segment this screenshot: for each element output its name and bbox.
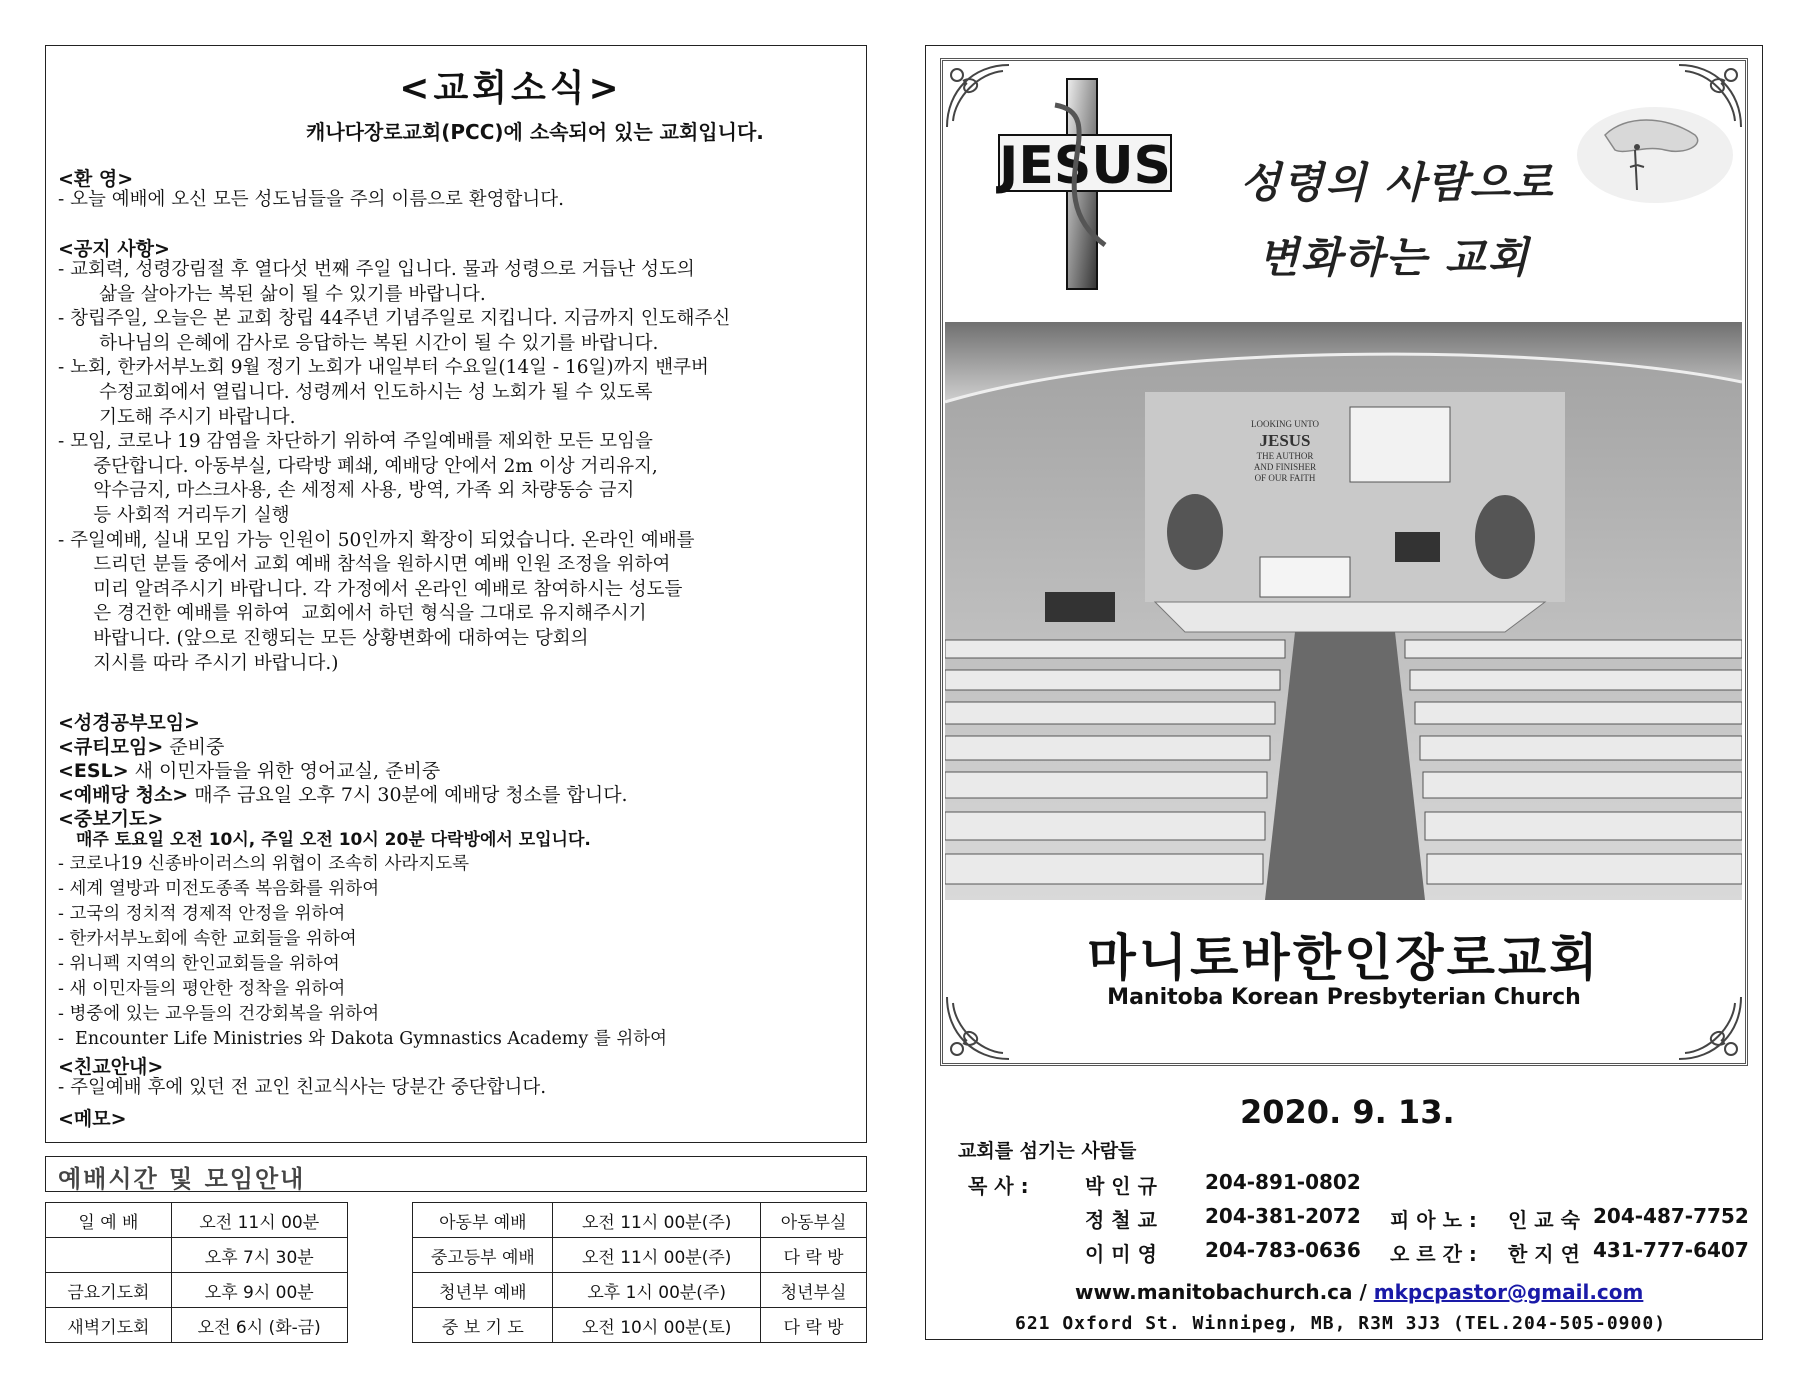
- church-news-panel: [45, 45, 867, 1143]
- schedule-cell: 다 락 방: [761, 1238, 867, 1273]
- esl-heading-label: <ESL>: [58, 760, 129, 782]
- news-title: <교회소식>: [399, 68, 623, 109]
- organ-role: 오 르 간 :: [1390, 1242, 1477, 1266]
- notice-line: 미리 알려주시기 바랍니다. 각 가정에서 온라인 예배로 참여하시는 성도들: [58, 578, 683, 600]
- prayer-line: - 코로나19 신종바이러스의 위협이 조속히 사라지도록: [58, 854, 469, 874]
- schedule-title-box: [45, 1156, 867, 1192]
- church-name-english: Manitoba Korean Presbyterian Church: [1107, 985, 1581, 1010]
- elder2-phone: 204-783-0636: [1205, 1238, 1361, 1262]
- schedule-title: 예배시간 및 모임안내: [58, 1165, 306, 1193]
- church-name-korean: 마니토바한인장로교회: [1087, 929, 1601, 987]
- prayer-line: - 고국의 정치적 경제적 안정을 위하여: [58, 904, 346, 924]
- elder2-name: 이 미 영: [1085, 1242, 1157, 1266]
- news-subtitle: 캐나다장로교회(PCC)에 소속되어 있는 교회입니다.: [306, 120, 764, 144]
- schedule-cell: [347, 1273, 413, 1308]
- website-line: [1075, 1280, 1643, 1304]
- notice-line: 하나님의 은혜에 감사로 응답하는 복된 시간이 될 수 있기를 바랍니다.: [58, 332, 659, 354]
- prayer-line: - 위니펙 지역의 한인교회들을 위하여: [58, 954, 340, 974]
- pastor-name: 박 인 규: [1085, 1174, 1157, 1198]
- schedule-cell: 오전 11시 00분(주): [553, 1238, 761, 1273]
- website-link[interactable]: www.manitobachurch.ca /: [1075, 1280, 1367, 1304]
- notice-line: 악수금지, 마스크사용, 손 세정제 사용, 방역, 가족 외 차량동승 금지: [58, 480, 635, 502]
- schedule-cell: 다 락 방: [761, 1308, 867, 1343]
- schedule-row: [46, 1203, 867, 1238]
- cleaning-text: 매주 금요일 오후 7시 30분에 예배당 청소를 합니다.: [188, 784, 628, 806]
- schedule-cell: [347, 1238, 413, 1273]
- schedule-cell: 일 예 배: [46, 1203, 172, 1238]
- prayer-line: - Encounter Life Ministries 와 Dakota Gymnastics Academy 를 위하여: [58, 1029, 668, 1049]
- schedule-cell: 오전 11시 00분: [171, 1203, 347, 1238]
- notice-line: 기도해 주시기 바랍니다.: [58, 406, 296, 428]
- elder1-phone: 204-381-2072: [1205, 1204, 1361, 1228]
- notice-line: 지시를 따라 주시기 바랍니다.): [58, 652, 339, 674]
- photo-sign-line: JESUS: [1259, 431, 1311, 450]
- praying-hands-image: [1575, 95, 1735, 205]
- organ-phone: 431-777-6407: [1593, 1238, 1749, 1262]
- schedule-row: [46, 1238, 867, 1273]
- photo-sign-line: LOOKING UNTO: [1250, 419, 1320, 429]
- schedule-cell: 오후 9시 00분: [171, 1273, 347, 1308]
- prayer-line: - 새 이민자들의 평안한 정착을 위하여: [58, 979, 346, 999]
- elder1-name: 정 철 교: [1085, 1208, 1157, 1232]
- prayer-line: - 병중에 있는 교우들의 건강회복을 위하여: [58, 1004, 380, 1024]
- notice-line: - 노회, 한카서부노회 9월 정기 노회가 내일부터 수요일(14일 - 16일)까지 밴쿠버: [58, 357, 709, 379]
- notice-line: 등 사회적 거리두기 실행: [58, 505, 290, 526]
- qt-text: 준비중: [163, 736, 225, 758]
- fellowship-heading: <친교안내>: [58, 1056, 164, 1078]
- logo-text: JESUS: [999, 136, 1171, 196]
- schedule-cell: 중고등부 예배: [413, 1238, 553, 1273]
- schedule-cell: 금요기도회: [46, 1273, 172, 1308]
- prayer-time: 매주 토요일 오전 10시, 주일 오전 10시 20분 다락방에서 모입니다.: [76, 830, 591, 850]
- notice-line: 은 경건한 예배를 위하여 교회에서 하던 형식을 그대로 유지해주시기: [58, 603, 647, 625]
- schedule-cell: [347, 1203, 413, 1238]
- schedule-row: [46, 1308, 867, 1343]
- sanctuary-photo: [945, 322, 1742, 900]
- piano-phone: 204-487-7752: [1593, 1204, 1749, 1228]
- schedule-row: [46, 1273, 867, 1308]
- slogan-line-2: 변화하는 교회: [1258, 233, 1531, 282]
- memo-heading: <메모>: [58, 1108, 127, 1130]
- schedule-cell: 오전 6시 (화-금): [171, 1308, 347, 1343]
- schedule-cell: 청년부실: [761, 1273, 867, 1308]
- fellowship-text: - 주일예배 후에 있던 전 교인 친교식사는 당분간 중단합니다.: [58, 1077, 547, 1098]
- prayer-line: - 한카서부노회에 속한 교회들을 위하여: [58, 929, 357, 949]
- esl-text: 새 이민자들을 위한 영어교실, 준비중: [128, 760, 441, 782]
- cleaning-heading-label: <예배당 청소>: [58, 784, 189, 806]
- piano-role: 피 아 노 :: [1390, 1208, 1477, 1232]
- schedule-cell: 아동부 예배: [413, 1203, 553, 1238]
- schedule-cell: 새벽기도회: [46, 1308, 172, 1343]
- notice-line: - 교회력, 성령강림절 후 열다섯 번째 주일 입니다. 물과 성령으로 거듭난 성도의: [58, 259, 695, 280]
- piano-name: 인 교 숙: [1508, 1208, 1580, 1232]
- schedule-cell: 오후 1시 00분(주): [553, 1273, 761, 1308]
- schedule-cell: 중 보 기 도: [413, 1308, 553, 1343]
- notice-line: 바랍니다. (앞으로 진행되는 모든 상황변화에 대하여는 당회의: [58, 628, 589, 649]
- bulletin-date: 2020. 9. 13.: [1240, 1093, 1455, 1131]
- bible-study-heading: <성경공부모임>: [58, 712, 200, 734]
- pastor-role: 목 사 :: [968, 1174, 1029, 1198]
- photo-sign-line: OF OUR FAITH: [1254, 473, 1316, 483]
- jesus-cross-logo: [995, 75, 1175, 295]
- qt-heading: [58, 732, 224, 759]
- notice-line: 중단합니다. 아동부실, 다락방 폐쇄, 예배당 안에서 2m 이상 거리유지,: [58, 455, 658, 477]
- church-address: 621 Oxford St. Winnipeg, MB, R3M 3J3 (TEL.204-505-0900): [1015, 1313, 1667, 1334]
- notice-line: - 모임, 코로나 19 감염을 차단하기 위하여 주일예배를 제외한 모든 모임을: [58, 431, 653, 453]
- photo-sign-line: AND FINISHER: [1253, 462, 1317, 472]
- schedule-cell: 오전 11시 00분(주): [553, 1203, 761, 1238]
- welcome-text: - 오늘 예배에 오신 모든 성도님들을 주의 이름으로 환영합니다.: [58, 189, 564, 210]
- notice-line: - 창립주일, 오늘은 본 교회 창립 44주년 기념주일로 지킵니다. 지금까지 인도해주신: [58, 308, 731, 330]
- schedule-cell: [347, 1308, 413, 1343]
- notice-line: 수정교회에서 열립니다. 성령께서 인도하시는 성 노회가 될 수 있도록: [58, 382, 653, 403]
- slogan-line-1: 성령의 사람으로: [1240, 158, 1555, 207]
- notice-line: 드리던 분들 중에서 교회 예배 참석을 원하시면 예배 인원 조정을 위하여: [58, 554, 671, 576]
- welcome-heading: <환 영>: [58, 168, 134, 190]
- cleaning-heading: [58, 780, 628, 807]
- schedule-cell: 아동부실: [761, 1203, 867, 1238]
- servants-title: 교회를 섬기는 사람들: [958, 1140, 1137, 1162]
- schedule-cell: 오전 10시 00분(토): [553, 1308, 761, 1343]
- pastor-phone: 204-891-0802: [1205, 1170, 1361, 1194]
- notice-heading: <공지 사항>: [58, 238, 170, 260]
- prayer-line: - 세계 열방과 미전도종족 복음화를 위하여: [58, 879, 380, 899]
- prayer-heading: <중보기도>: [58, 808, 164, 830]
- esl-heading: [58, 756, 440, 783]
- email-link[interactable]: mkpcpastor@gmail.com: [1373, 1280, 1644, 1304]
- schedule-cell: 오후 7시 30분: [171, 1238, 347, 1273]
- notice-line: - 주일예배, 실내 모임 가능 인원이 50인까지 확장이 되었습니다. 온라인 예배를: [58, 529, 695, 551]
- organ-name: 한 지 연: [1508, 1242, 1580, 1266]
- notice-line: 삶을 살아가는 복된 삶이 될 수 있기를 바랍니다.: [58, 283, 486, 305]
- qt-heading-label: <큐티모임>: [58, 736, 164, 758]
- photo-sign-line: THE AUTHOR: [1256, 451, 1314, 461]
- schedule-cell: [46, 1238, 172, 1273]
- schedule-table: [45, 1202, 867, 1343]
- schedule-cell: 청년부 예배: [413, 1273, 553, 1308]
